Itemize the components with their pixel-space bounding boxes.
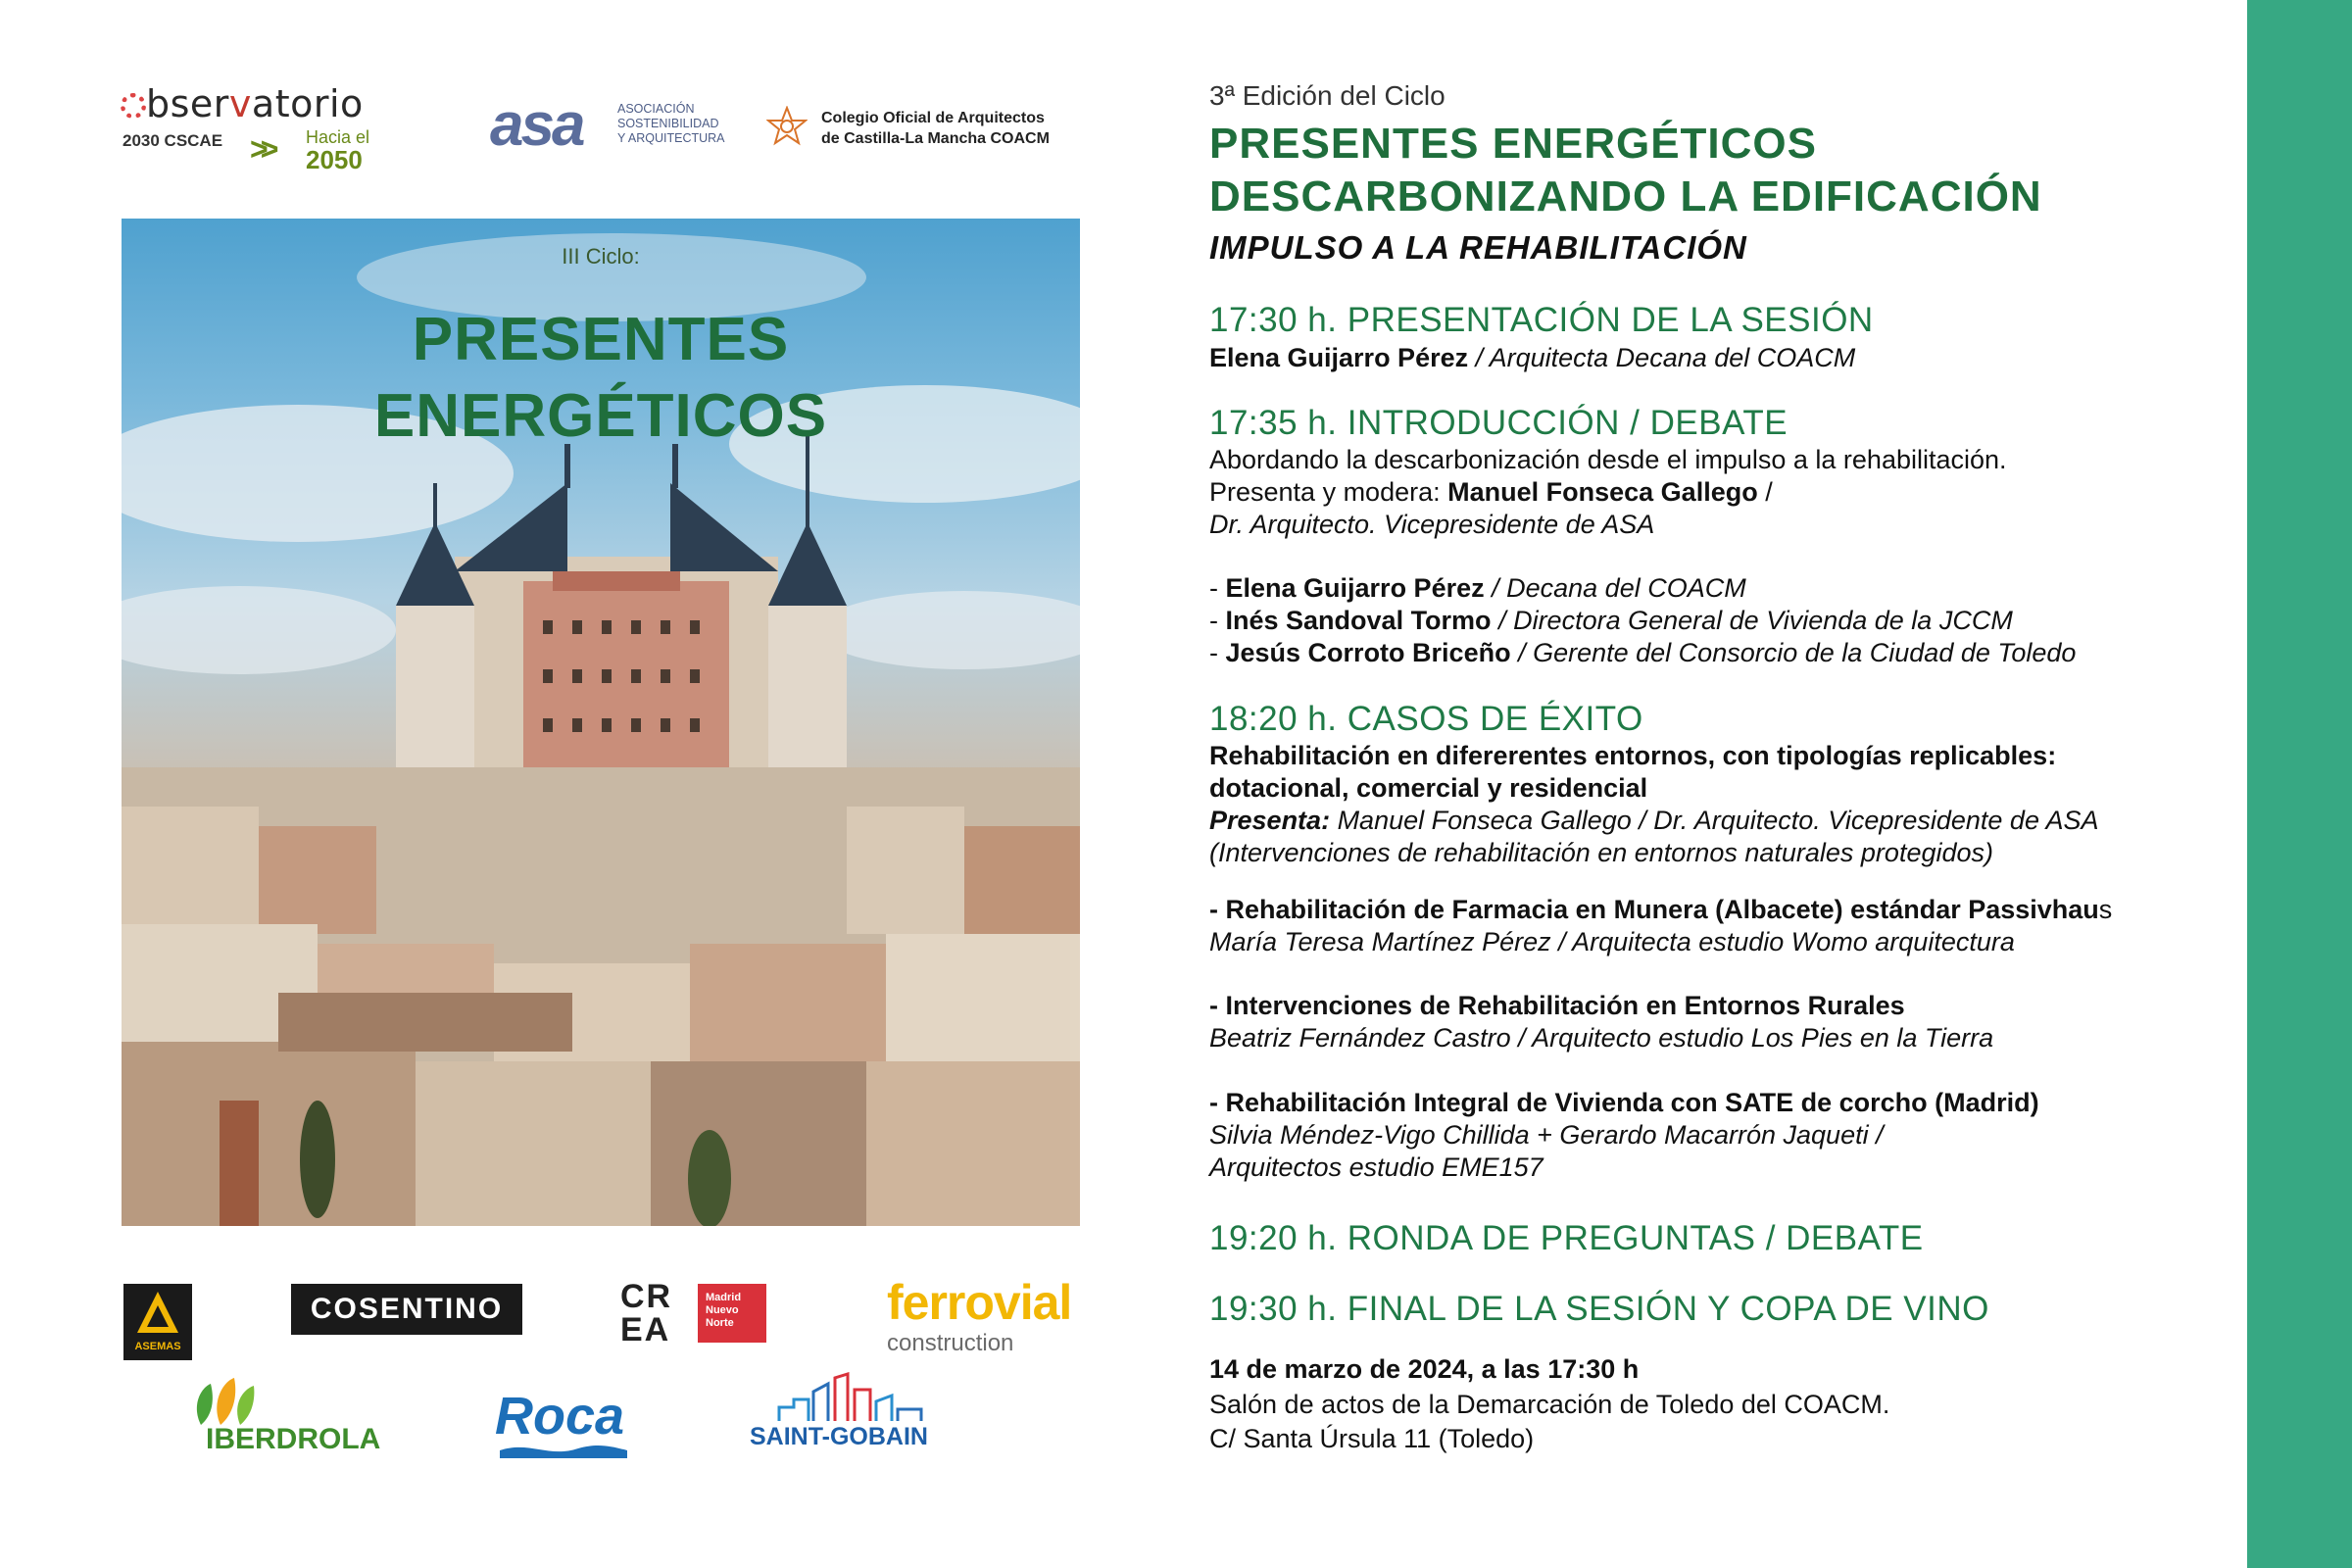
panelist <box>1209 605 2013 637</box>
case-title: - Rehabilitación Integral de Vivienda con SATE de corcho (Madrid) <box>1209 1088 2039 1117</box>
moderator-name: Manuel Fonseca Gallego <box>1447 477 1758 507</box>
case-title: - Intervenciones de Rehabilitación en Entornos Rurales <box>1209 991 1905 1020</box>
session-heading: 17:30 h. PRESENTACIÓN DE LA SESIÓN <box>1209 301 1874 339</box>
event-title-line: PRESENTES ENERGÉTICOS <box>1209 120 1818 168</box>
event-date: 14 de marzo de 2024, a las 17:30 h <box>1209 1354 1640 1384</box>
case-people: Arquitectos estudio EME157 <box>1209 1152 1544 1182</box>
asemas-logo <box>123 1284 192 1360</box>
madrid-line: Norte <box>706 1317 734 1329</box>
coacm-star-icon <box>766 106 808 147</box>
panelist-name: Jesús Corroto Briceño <box>1225 638 1511 667</box>
presenter-text: Manuel Fonseca Gallego / Dr. Arquitecto. Vicepresidente de ASA <box>1330 806 2099 835</box>
panelist-dash: - <box>1209 573 1226 603</box>
panelist-dash: - <box>1209 606 1226 635</box>
speaker-name: Elena Guijarro Pérez <box>1209 343 1469 372</box>
case-people: María Teresa Martínez Pérez / Arquitecta estudio Womo arquitectura <box>1209 927 2015 956</box>
case-people: Silvia Méndez-Vigo Chillida + Gerardo Macarrón Jaqueti / <box>1209 1120 1884 1150</box>
saint-gobain-skyline-icon <box>774 1372 931 1423</box>
ferrovial-logo: ferrovial <box>887 1275 1072 1330</box>
asa-logo: asa <box>490 91 583 159</box>
session-speaker <box>1209 342 1855 374</box>
asa-line: Y ARQUITECTURA <box>617 131 725 145</box>
poster-title-line: ENERGÉTICOS <box>373 382 828 450</box>
poster-image <box>122 219 1080 1226</box>
hacia-label: Hacia el <box>306 127 370 147</box>
session-intro: Rehabilitación en difererentes entornos, con tipologías replicables: <box>1209 741 2057 770</box>
session-description: Abordando la descarbonización desde el impulso a la rehabilitación. <box>1209 445 2007 474</box>
case-title-text: - Rehabilitación de Farmacia en Munera (Albacete) estándar Passivhau <box>1209 895 2099 924</box>
asa-logo-text <box>617 102 725 146</box>
madrid-line: Nuevo <box>706 1304 739 1316</box>
panelist-role: / Gerente del Consorcio de la Ciudad de Toledo <box>1510 638 2077 667</box>
crea-logo <box>620 1280 672 1347</box>
crea-line: CR <box>620 1278 673 1315</box>
panelist-name: Elena Guijarro Pérez <box>1225 573 1485 603</box>
observatorio-text-v: v <box>228 82 252 125</box>
event-title-line: DESCARBONIZANDO LA EDIFICACIÓN <box>1209 172 2042 220</box>
coacm-line: Colegio Oficial de Arquitectos <box>821 110 1045 126</box>
event-address: C/ Santa Úrsula 11 (Toledo) <box>1209 1424 1535 1453</box>
asa-line: SOSTENIBILIDAD <box>617 117 719 130</box>
observatorio-text-a: bser <box>146 82 229 125</box>
observatorio-dot-icon <box>121 93 146 119</box>
panelist-role: / Decana del COACM <box>1484 573 1746 603</box>
session-presenter <box>1209 805 2099 837</box>
year-label: 2050 <box>306 145 363 174</box>
panelist <box>1209 572 1746 605</box>
speaker-role: / Arquitecta Decana del COACM <box>1468 343 1856 372</box>
event-place: Salón de actos de la Demarcación de Toledo del COACM. <box>1209 1390 1890 1419</box>
roca-logo: Roca <box>495 1387 625 1446</box>
panelist-role: / Directora General de Vivienda de la JCCM <box>1491 606 2013 635</box>
session-heading: 18:20 h. CASOS DE ÉXITO <box>1209 700 1643 738</box>
madrid-nuevo-norte-logo <box>698 1284 766 1343</box>
edition-label: 3ª Edición del Ciclo <box>1209 80 1446 111</box>
roca-wave-icon <box>500 1441 627 1458</box>
ferrovial-sub-label: construction <box>887 1330 1014 1356</box>
case-people: Beatriz Fernández Castro / Arquitecto estudio Los Pies en la Tierra <box>1209 1023 1994 1053</box>
iberdrola-leaves-icon <box>191 1376 260 1427</box>
presenter-note: (Intervenciones de rehabilitación en entornos naturales protegidos) <box>1209 838 1993 867</box>
moderator-prefix: Presenta y modera: <box>1209 477 1448 507</box>
session-intro: dotacional, comercial y residencial <box>1209 773 1648 803</box>
madrid-line: Madrid <box>706 1292 742 1303</box>
observatorio-subtitle: 2030 CSCAE <box>122 131 223 150</box>
saint-gobain-logo: SAINT-GOBAIN <box>750 1423 928 1450</box>
poster-title <box>122 302 1080 455</box>
session-heading: 19:30 h. FINAL DE LA SESIÓN Y COPA DE VINO <box>1209 1290 1989 1328</box>
asemas-label: ASEMAS <box>134 1341 181 1352</box>
event-subtitle: IMPULSO A LA REHABILITACIÓN <box>1209 229 1747 266</box>
moderator-role: Dr. Arquitecto. Vicepresidente de ASA <box>1209 510 1655 539</box>
panelist-dash: - <box>1209 638 1226 667</box>
moderator-sep: / <box>1757 477 1773 507</box>
panelist-name: Inés Sandoval Tormo <box>1225 606 1492 635</box>
double-chevron-icon: >> <box>250 131 271 167</box>
presenter-label: Presenta: <box>1209 806 1331 835</box>
poster-title-line: PRESENTES <box>412 306 790 373</box>
asa-line: ASOCIACIÓN <box>617 102 695 116</box>
session-heading: 17:35 h. INTRODUCCIÓN / DEBATE <box>1209 404 1788 442</box>
panelist <box>1209 637 2076 669</box>
coacm-logo-text <box>821 108 1050 149</box>
coacm-line: de Castilla-La Mancha COACM <box>821 130 1050 147</box>
poster-subtitle: III Ciclo: <box>562 244 640 269</box>
session-heading: 19:20 h. RONDA DE PREGUNTAS / DEBATE <box>1209 1219 1924 1257</box>
event-title <box>1209 118 2042 223</box>
session-moderator <box>1209 476 1773 509</box>
iberdrola-logo: IBERDROLA <box>206 1423 381 1455</box>
observatorio-text-b: atorio <box>251 82 364 125</box>
case-title-tail: s <box>2098 895 2113 924</box>
crea-line: EA <box>620 1311 671 1348</box>
observatorio-logo <box>121 82 364 125</box>
case-title <box>1209 894 2112 926</box>
cosentino-logo: COSENTINO <box>291 1284 522 1335</box>
decorative-side-strip <box>2247 0 2352 1568</box>
